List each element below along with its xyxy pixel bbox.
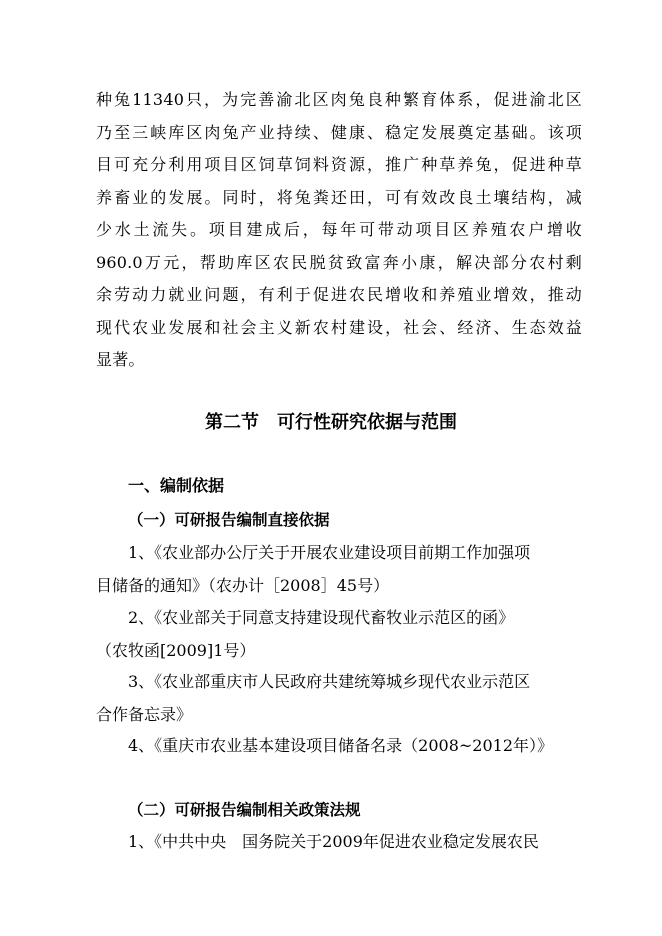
paragraph-line: 种兔11340只，为完善渝北区肉兔良种繁育体系，促进渝北区 [96,90,582,109]
basis-item-1 [96,537,582,602]
paragraph-line: 目可充分利用项目区饲草饲料资源，推广种草养兔，促进种草 [96,155,582,174]
item-line: 目储备的通知》（农办计［2008］45号） [96,575,390,595]
item-line: 2、《农业部关于同意支持建设现代畜牧业示范区的函》 [128,608,515,627]
subsection-heading: 一、编制依据 [128,476,225,495]
basis-item-4 [96,730,582,763]
item-line: 1、《中共中央 国务院关于2009年促进农业稳定发展农民 [128,832,539,851]
item-line: 3、《农业部重庆市人民政府共建统筹城乡现代农业示范区 [128,672,531,691]
subsubsection-heading: （一）可研报告编制直接依据 [128,510,330,529]
item-line: 1、《农业部办公厅关于开展农业建设项目前期工作加强项 [128,543,531,562]
intro-paragraph [96,84,582,377]
paragraph-line: 960.0万元，帮助库区农民脱贫致富奔小康，解决部分农村剩 [96,252,582,272]
paragraph-line: 显著。 [96,350,145,369]
section-title: 第二节 可行性研究依据与范围 [205,412,457,433]
policy-item-1 [96,826,582,859]
item-line: （农牧函[2009]1号） [96,640,256,660]
subsubsection-heading: （二）可研报告编制相关政策法规 [128,800,361,819]
paragraph-line: 少水土流失。项目建成后，每年可带动项目区养殖农户增收 [96,220,582,239]
paragraph-line: 养畜业的发展。同时，将兔粪还田，可有效改良土壤结构，减 [96,187,582,207]
basis-item-3 [96,666,582,731]
item-line: 合作备忘录》 [96,704,193,724]
item-line: 4、《重庆市农业基本建设项目储备名录（2008~2012年）》 [128,736,554,755]
paragraph-line: 余劳动力就业问题，有利于促进农民增收和养殖业增效，推动 [96,285,582,304]
paragraph-line: 乃至三峡库区肉兔产业持续、健康、稳定发展奠定基础。该项 [96,122,582,142]
basis-item-2 [96,602,582,667]
paragraph-line: 现代农业发展和社会主义新农村建设，社会、经济、生态效益 [96,317,582,337]
